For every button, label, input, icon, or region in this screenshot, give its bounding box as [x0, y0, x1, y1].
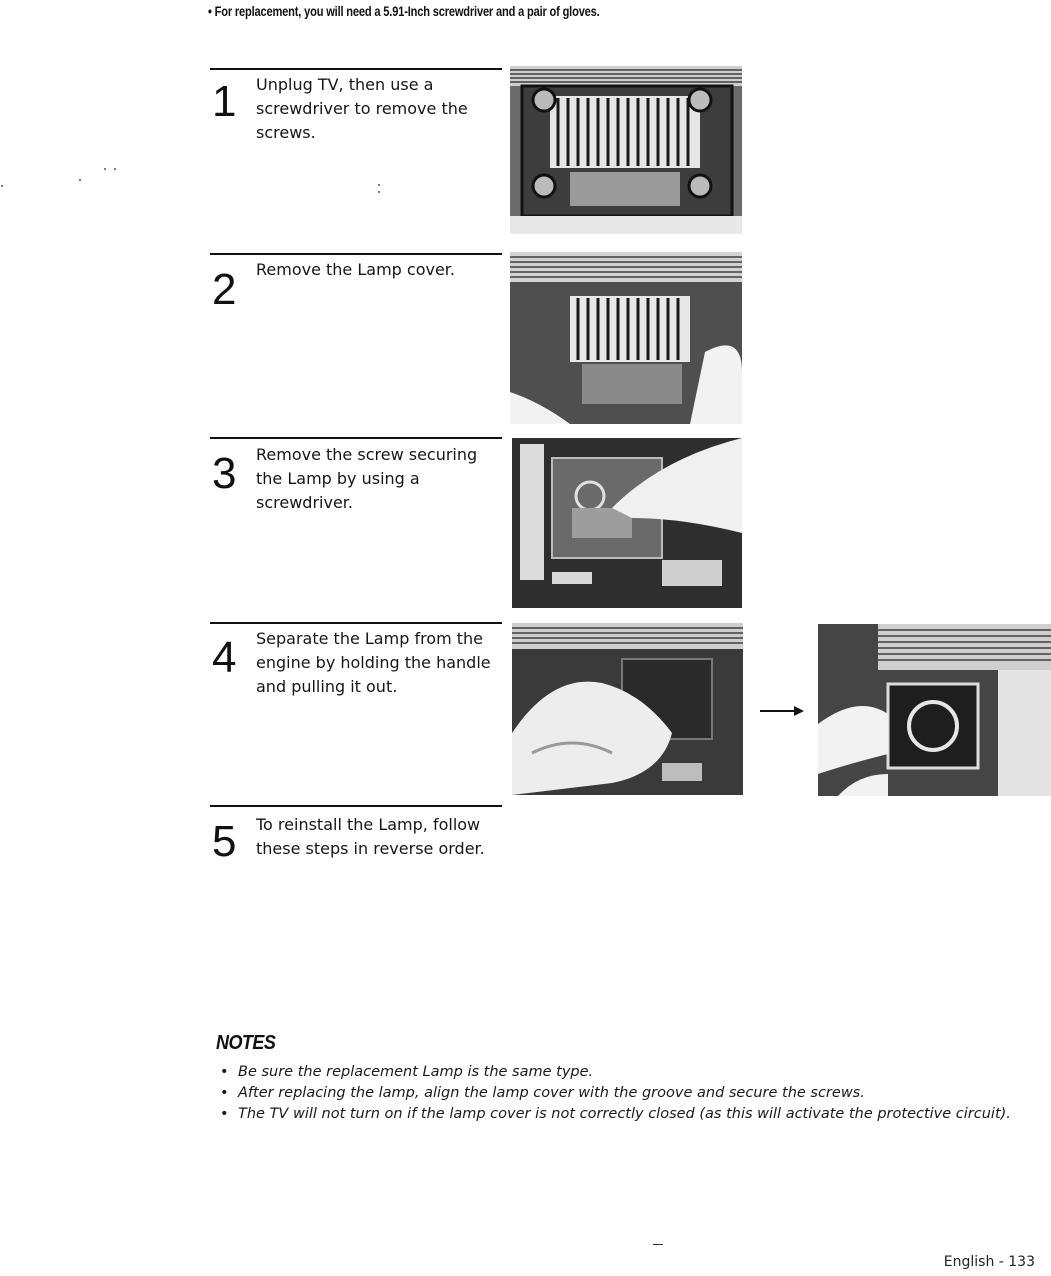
step-4-rule [210, 622, 502, 624]
step-3-rule [210, 437, 502, 439]
step-1-photo [510, 66, 742, 234]
page-dash [653, 1244, 663, 1245]
step-5-rule [210, 805, 502, 807]
scan-speck [104, 168, 106, 170]
step-1-text: Unplug TV, then use a screwdriver to remove the screws. [256, 75, 468, 142]
step-1-number: 1 [212, 77, 237, 126]
intro-text: • For replacement, you will need a 5.91-Inch screwdriver and a pair of gloves. [208, 4, 600, 19]
step-3-photo [512, 438, 742, 608]
step-3-text: Remove the screw securing the Lamp by using a screwdriver. [256, 445, 478, 512]
step-4-text: Separate the Lamp from the engine by holding the handle and pulling it out. [256, 629, 491, 696]
scan-speck [114, 168, 116, 170]
note-item: • The TV will not turn on if the lamp cover is not correctly closed (as this will activate the protective circuit). [218, 1104, 1038, 1125]
step-2-number: 2 [212, 265, 237, 314]
arrow-right-icon [760, 704, 804, 718]
step-4-number: 4 [212, 633, 237, 682]
page-footer: English - 133 [943, 1254, 1035, 1270]
step-5-text: To reinstall the Lamp, follow these steps in reverse order. [256, 815, 485, 858]
scan-speck [378, 191, 380, 193]
notes-list [218, 1062, 1038, 1125]
step-4-photo-a [512, 623, 743, 795]
step-1-rule [210, 68, 502, 70]
step-5-number: 5 [212, 817, 237, 866]
step-2-rule [210, 253, 502, 255]
scan-speck [79, 179, 81, 181]
step-2-photo [510, 252, 742, 424]
step-2-text: Remove the Lamp cover. [256, 260, 455, 279]
scan-speck [378, 184, 380, 186]
step-3-number: 3 [212, 449, 237, 498]
note-item: • After replacing the lamp, align the lamp cover with the groove and secure the screws. [218, 1083, 1038, 1104]
step-4-photo-b [818, 624, 1051, 796]
note-item: • Be sure the replacement Lamp is the same type. [218, 1062, 1038, 1083]
scan-speck [1, 185, 3, 187]
notes-title: NOTES [216, 1032, 276, 1054]
